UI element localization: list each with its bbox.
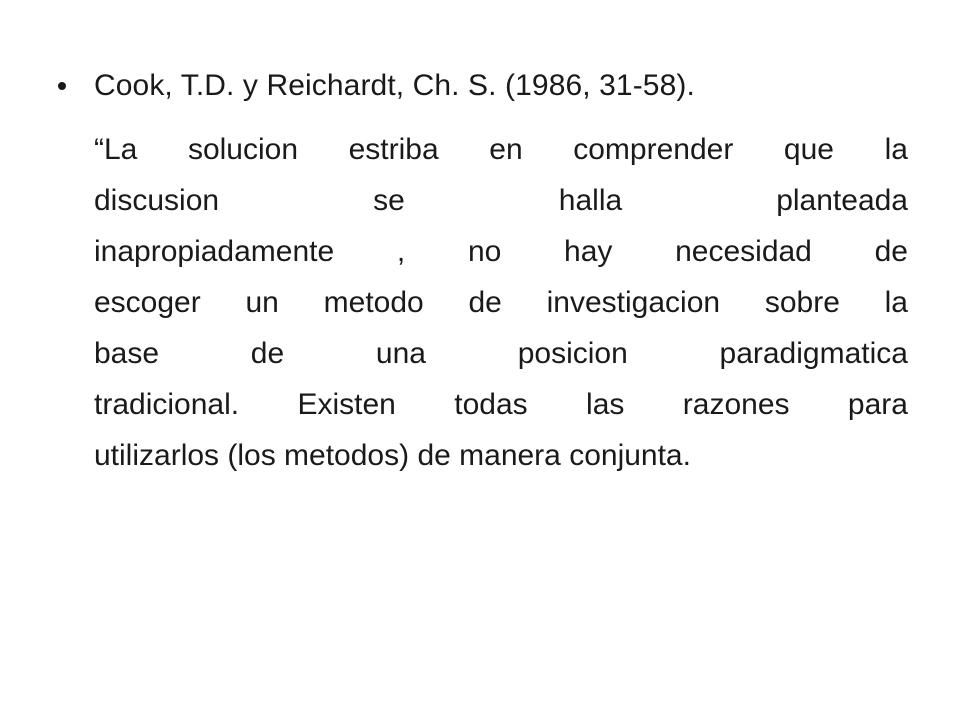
quote-line <box>94 226 908 277</box>
quote-word: inapropiadamente <box>94 235 335 268</box>
quote-line <box>94 124 908 175</box>
quote-word: “La <box>94 133 138 166</box>
bullet-item <box>58 64 918 108</box>
quote-line <box>94 328 908 379</box>
quote-word: una <box>375 337 426 370</box>
quote-word: no <box>467 235 502 268</box>
quote-word: las <box>586 388 625 421</box>
quote-word: un <box>245 286 279 319</box>
quote-word: que <box>783 133 834 166</box>
quote-word: razones <box>682 388 790 421</box>
quote-line <box>94 277 908 328</box>
quote-word: posicion <box>517 337 628 370</box>
quote-line <box>94 175 908 226</box>
quote-word: de <box>874 235 908 268</box>
quote-word: todas <box>454 388 528 421</box>
quote-word: necesidad <box>675 235 812 268</box>
quote-last-line: utilizarlos (los metodos) de manera conjunta. <box>94 439 691 472</box>
quote-word: paradigmatica <box>719 337 908 370</box>
bullet-icon <box>58 82 66 90</box>
quote-word: para <box>847 388 908 421</box>
quote-word: metodo <box>323 286 424 319</box>
quote-word: planteada <box>776 184 908 217</box>
quote-line <box>94 379 908 430</box>
quote-word: Existen <box>297 388 396 421</box>
quote-word: comprender <box>573 133 734 166</box>
quote-word: solucion <box>187 133 299 166</box>
quote-word: estriba <box>348 133 439 166</box>
quote-word: en <box>489 133 523 166</box>
quote-word: la <box>884 286 908 319</box>
quote-word: halla <box>558 184 623 217</box>
quote-word: discusion <box>94 184 220 217</box>
quote-word: escoger <box>94 286 201 319</box>
quote-word: tradicional. <box>94 388 240 421</box>
citation-text: Cook, T.D. y Reichardt, Ch. S. (1986, 31-58). <box>94 69 695 102</box>
quote-word: , <box>396 235 406 268</box>
quote-word: se <box>373 184 405 217</box>
quote-word: de <box>250 337 285 370</box>
quote-word: sobre <box>764 286 840 319</box>
quote-word: investigacion <box>546 286 721 319</box>
quote-word: base <box>94 337 160 370</box>
quote-word: de <box>468 286 502 319</box>
quote-word: hay <box>564 235 613 268</box>
quote-word: la <box>884 133 908 166</box>
quote-block <box>94 124 908 481</box>
